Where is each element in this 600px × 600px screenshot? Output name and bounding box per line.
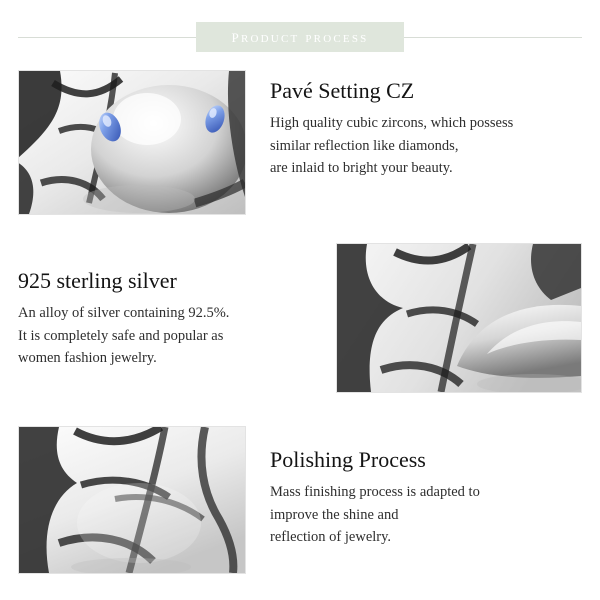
footer-spacer	[0, 588, 600, 600]
section-body-line: It is completely safe and popular as	[18, 327, 224, 344]
section-body	[270, 481, 582, 548]
section-image-polishing-process	[18, 426, 246, 574]
page-title: product process	[231, 26, 369, 47]
section-body-line: similar reflection like diamonds,	[270, 137, 459, 154]
section-body	[18, 302, 318, 369]
section-image-pave-setting-cz	[18, 70, 246, 215]
section-heading: Polishing Process	[270, 447, 426, 472]
section-body-line: are inlaid to bright your beauty.	[270, 160, 453, 177]
section-body	[270, 112, 582, 179]
section-body-line: reflection of jewelry.	[270, 529, 392, 546]
section-image-925-sterling-silver	[336, 243, 582, 393]
section-text-pave-setting-cz	[270, 78, 582, 180]
section-body-line: Mass finishing process is adapted to	[270, 484, 480, 501]
section-text-polishing-process	[270, 447, 582, 549]
section-body-line: improve the shine and	[270, 506, 399, 523]
section-heading: Pavé Setting CZ	[270, 78, 415, 103]
section-body-line: An alloy of silver containing 92.5%.	[18, 305, 230, 322]
section-heading: 925 sterling silver	[18, 268, 177, 293]
section-body-line: women fashion jewelry.	[18, 350, 157, 367]
section-text-925-sterling-silver	[18, 268, 318, 370]
header	[0, 22, 600, 54]
section-body-line: High quality cubic zircons, which possess	[270, 115, 514, 132]
